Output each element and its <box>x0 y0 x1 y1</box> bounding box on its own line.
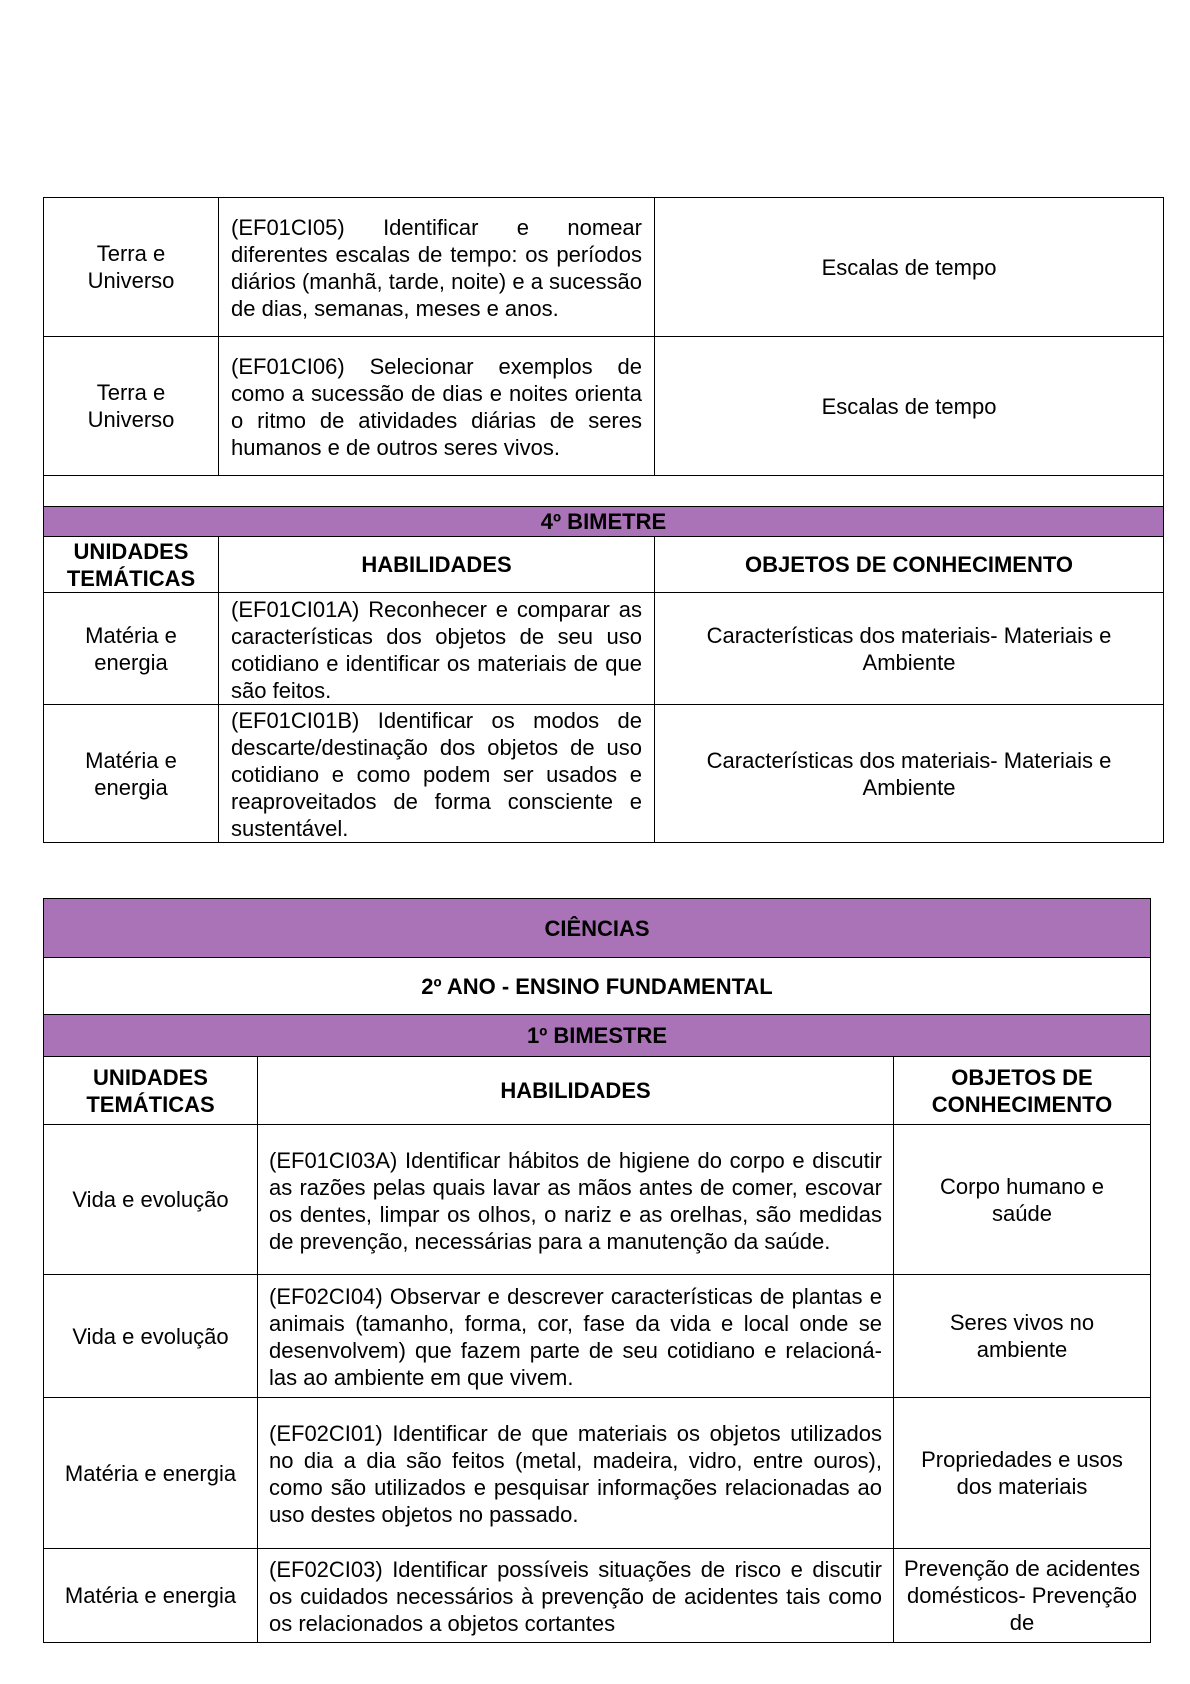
objects-column-header: OBJETOS DE CONHECIMENTO <box>655 537 1164 593</box>
subject-row <box>44 899 1151 958</box>
skill-cell: (EF01CI03A) Identificar hábitos de higiene do corpo e discutir as razões pelas quais lavar as mãos antes de comer, escovar os dentes, limpar os olhos, o nariz e as orelhas, são medidas de prevenção, necessárias para a manutenção da saúde. <box>258 1125 894 1275</box>
skill-cell: (EF02CI04) Observar e descrever características de plantas e animais (tamanho, forma, cor, fase da vida e local onde se desenvolvem) que fazem parte de seu cotidiano e relacioná-las ao ambiente em que vivem. <box>258 1275 894 1398</box>
column-header-row <box>44 537 1164 593</box>
skills-column-header: HABILIDADES <box>258 1057 894 1125</box>
skills-column-header: HABILIDADES <box>219 537 655 593</box>
bimester-row <box>44 1015 1151 1057</box>
knowledge-object-cell: Escalas de tempo <box>655 198 1164 337</box>
bimester-header: 1º BIMESTRE <box>44 1015 1151 1057</box>
table-row <box>44 1125 1151 1275</box>
knowledge-object-cell: Características dos materiais- Materiais e Ambiente <box>655 593 1164 705</box>
table-row <box>44 198 1164 337</box>
knowledge-object-cell: Prevenção de acidentes domésticos- Prevenção de <box>894 1549 1151 1643</box>
objects-column-header: OBJETOS DE CONHECIMENTO <box>894 1057 1151 1125</box>
thematic-unit-cell: Vida e evolução <box>44 1275 258 1398</box>
curriculum-table-2nd-grade <box>43 898 1151 1643</box>
thematic-unit-cell: Matéria e energia <box>44 1549 258 1643</box>
table-row <box>44 1398 1151 1549</box>
knowledge-object-cell: Corpo humano e saúde <box>894 1125 1151 1275</box>
empty-cell <box>44 476 1164 507</box>
thematic-unit-cell: Terra e Universo <box>44 198 219 337</box>
knowledge-object-cell: Características dos materiais- Materiais e Ambiente <box>655 705 1164 843</box>
thematic-unit-cell: Terra e Universo <box>44 337 219 476</box>
skill-cell: (EF01CI05) Identificar e nomear diferentes escalas de tempo: os períodos diários (manhã, tarde, noite) e a sucessão de dias, semanas, meses e anos. <box>219 198 655 337</box>
table-row <box>44 1549 1151 1643</box>
spacer-row <box>44 476 1164 507</box>
subject-header: CIÊNCIAS <box>44 899 1151 958</box>
thematic-unit-cell: Matéria e energia <box>44 705 219 843</box>
knowledge-object-cell: Seres vivos no ambiente <box>894 1275 1151 1398</box>
units-column-header: UNIDADES TEMÁTICAS <box>44 537 219 593</box>
column-header-row <box>44 1057 1151 1125</box>
table-row <box>44 593 1164 705</box>
knowledge-object-cell: Propriedades e usos dos materiais <box>894 1398 1151 1549</box>
skill-cell: (EF01CI06) Selecionar exemplos de como a sucessão de dias e noites orienta o ritmo de atividades diárias de seres humanos e de outros seres vivos. <box>219 337 655 476</box>
thematic-unit-cell: Matéria e energia <box>44 1398 258 1549</box>
skill-cell: (EF01CI01A) Reconhecer e comparar as características dos objetos de seu uso cotidiano e identificar os materiais de que são feitos. <box>219 593 655 705</box>
skill-cell: (EF01CI01B) Identificar os modos de descarte/destinação dos objetos de uso cotidiano e como podem ser usados e reaproveitados de forma consciente e sustentável. <box>219 705 655 843</box>
skill-cell: (EF02CI03) Identificar possíveis situações de risco e discutir os cuidados necessários à prevenção de acidentes tais como os relacionados a objetos cortantes <box>258 1549 894 1643</box>
thematic-unit-cell: Vida e evolução <box>44 1125 258 1275</box>
thematic-unit-cell: Matéria e energia <box>44 593 219 705</box>
table-row <box>44 337 1164 476</box>
table-row <box>44 1275 1151 1398</box>
skill-cell: (EF02CI01) Identificar de que materiais os objetos utilizados no dia a dia são feitos (metal, madeira, vidro, entre ouros), como são utilizados e pesquisar informações relacionadas ao uso destes objetos no passado. <box>258 1398 894 1549</box>
units-column-header: UNIDADES TEMÁTICAS <box>44 1057 258 1125</box>
curriculum-table-1st-grade <box>43 197 1164 843</box>
grade-row <box>44 958 1151 1015</box>
table-row <box>44 705 1164 843</box>
knowledge-object-cell: Escalas de tempo <box>655 337 1164 476</box>
bimester-row <box>44 507 1164 537</box>
grade-header: 2º ANO - ENSINO FUNDAMENTAL <box>44 958 1151 1015</box>
bimester-header: 4º BIMETRE <box>44 507 1164 537</box>
